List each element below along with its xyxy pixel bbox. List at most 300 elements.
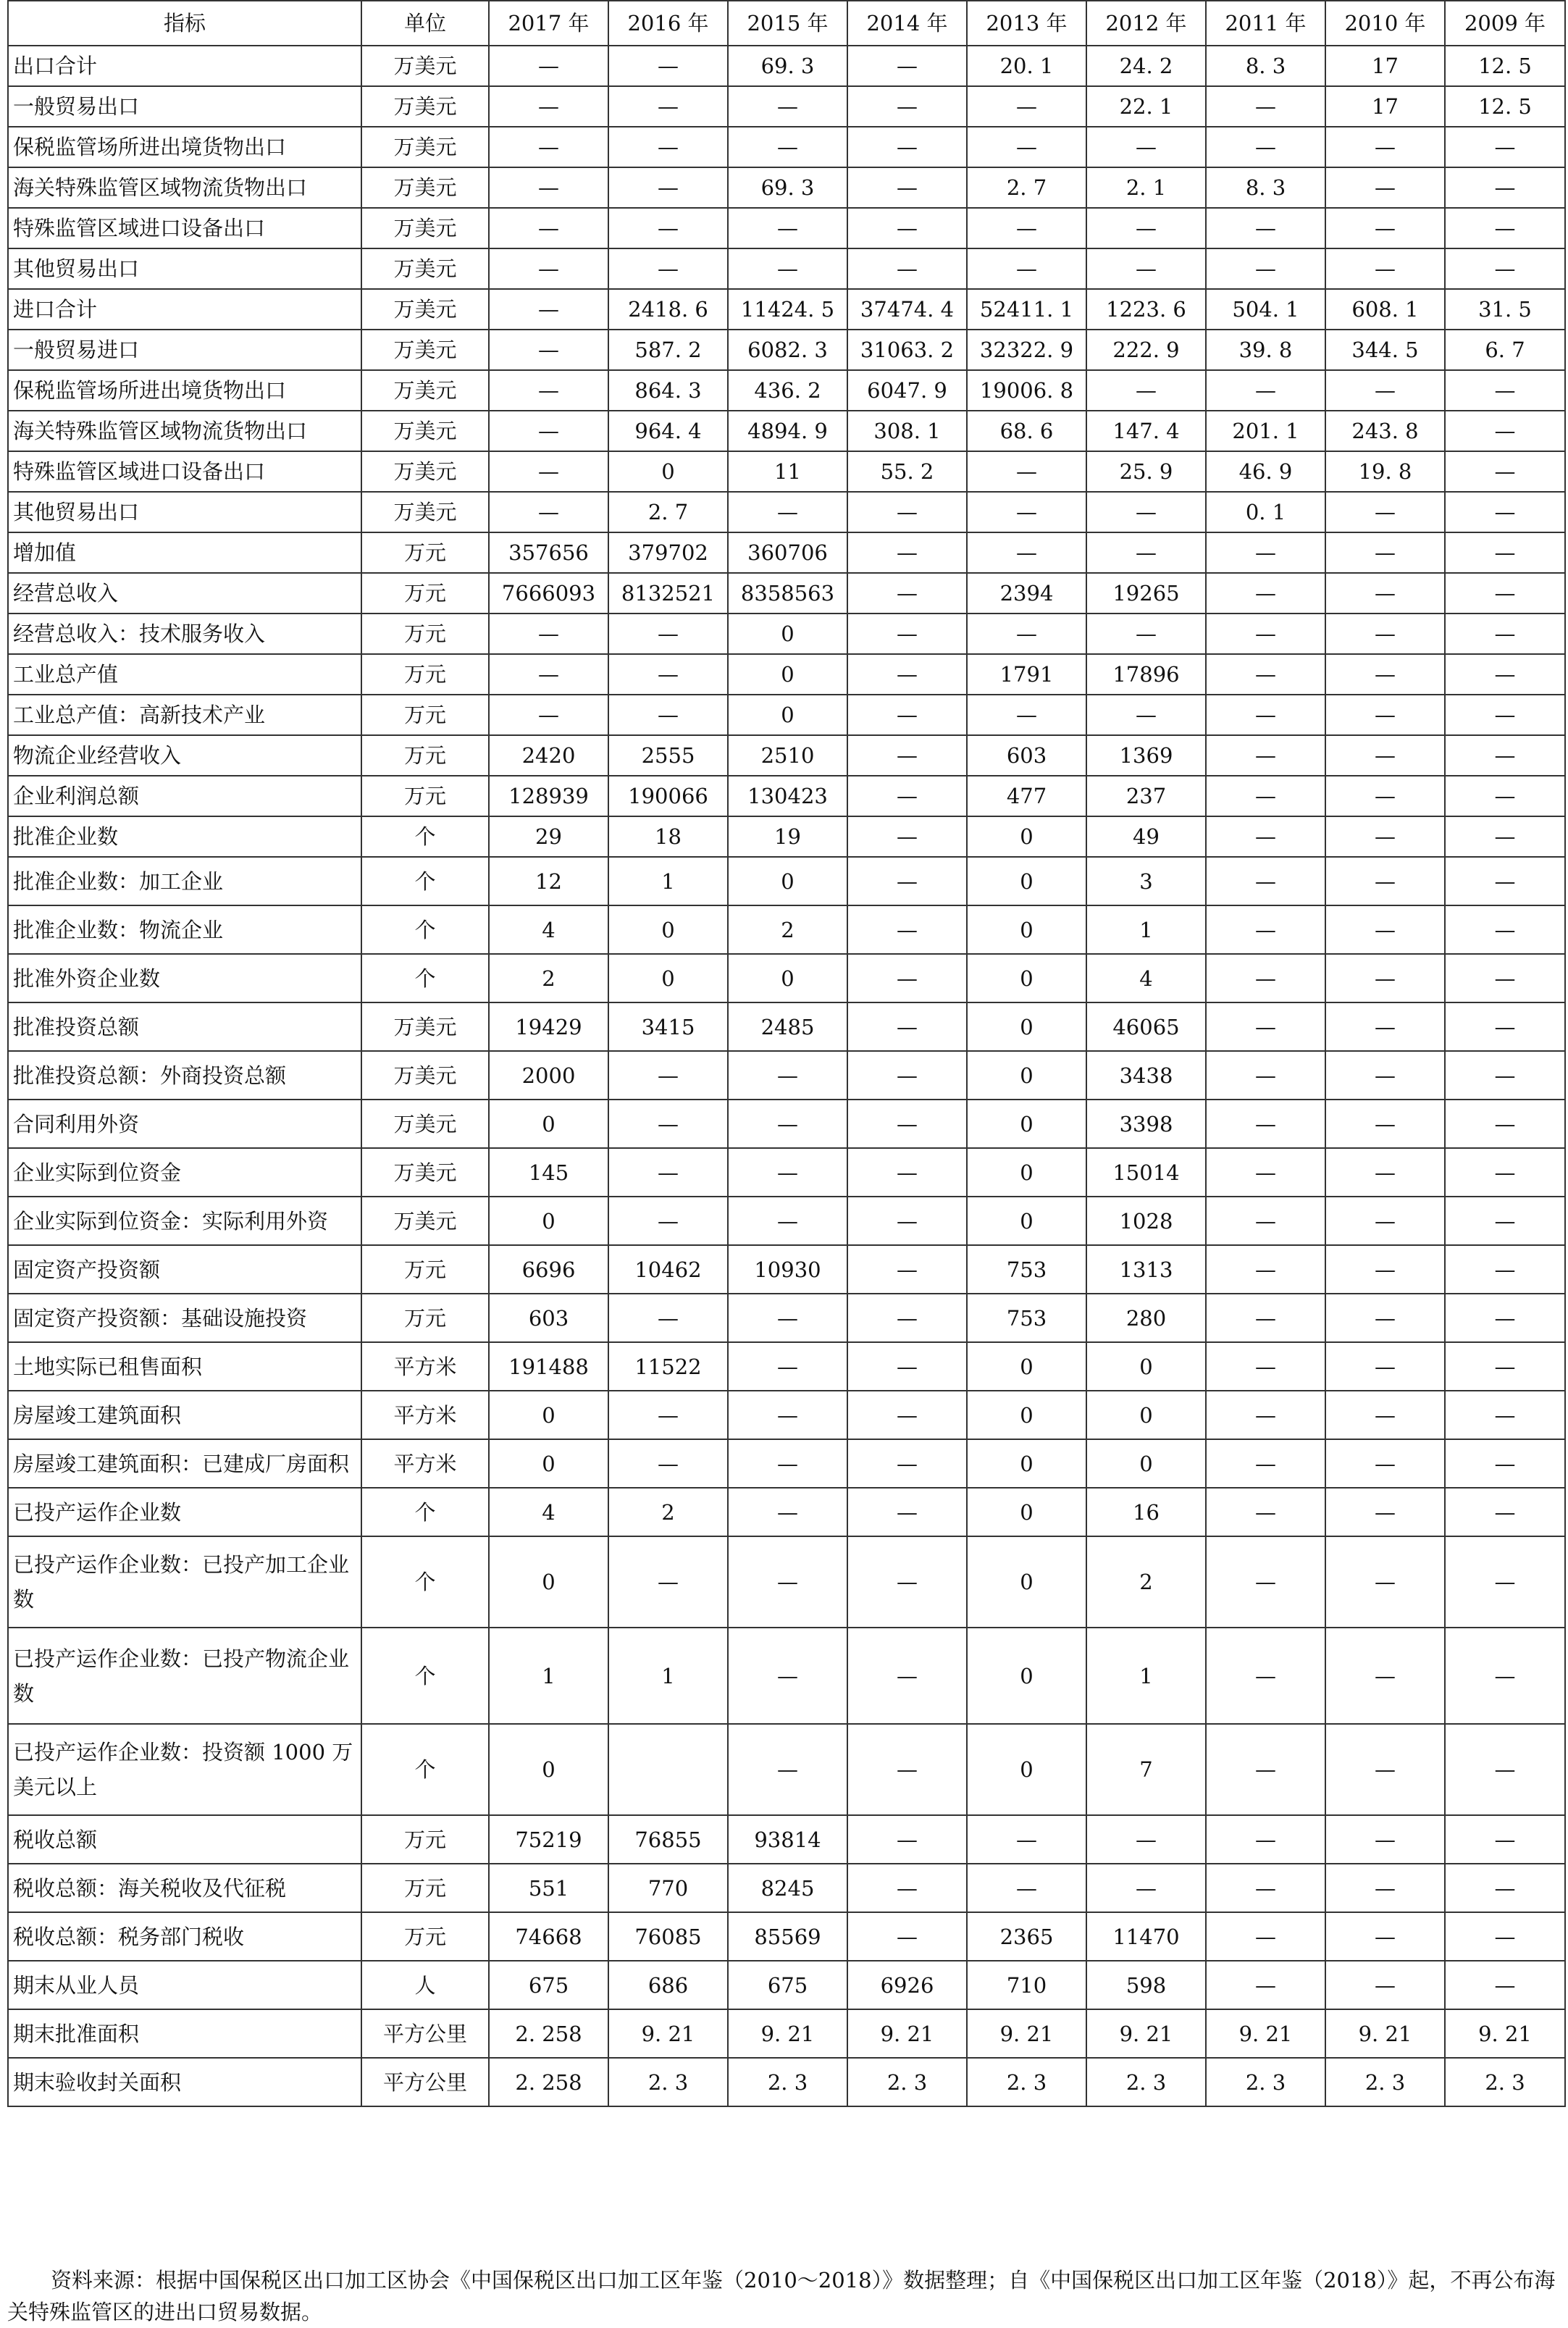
unit-cell: 万元	[361, 614, 489, 654]
data-table	[7, 0, 1566, 2107]
value-cell: —	[1325, 954, 1445, 1002]
value-cell: 15014	[1086, 1148, 1206, 1197]
value-cell: —	[847, 167, 967, 208]
value-cell: 6047. 9	[847, 370, 967, 411]
unit-cell: 万元	[361, 1815, 489, 1864]
value-cell: 2. 258	[489, 2009, 608, 2058]
value-cell: 0	[1086, 1391, 1206, 1439]
value-cell: 2000	[489, 1051, 608, 1100]
value-cell: —	[967, 1864, 1086, 1912]
unit-cell: 平方米	[361, 1342, 489, 1391]
value-cell: 1	[489, 1628, 608, 1724]
value-cell: 19. 8	[1325, 451, 1445, 492]
value-cell: —	[1325, 1536, 1445, 1628]
value-cell: 9. 21	[1086, 2009, 1206, 2058]
value-cell: —	[1206, 614, 1325, 654]
value-cell: 12. 5	[1445, 86, 1565, 127]
value-cell: —	[489, 208, 608, 248]
value-cell: —	[1325, 573, 1445, 614]
table-row	[8, 1245, 1565, 1294]
value-cell: 6926	[847, 1961, 967, 2009]
value-cell: 16	[1086, 1488, 1206, 1536]
value-cell: 3415	[608, 1002, 728, 1051]
table-row	[8, 735, 1565, 776]
value-cell: —	[728, 1536, 847, 1628]
value-cell: —	[608, 654, 728, 695]
value-cell: 0	[967, 1100, 1086, 1148]
table-row	[8, 1197, 1565, 1245]
value-cell: 2	[1086, 1536, 1206, 1628]
value-cell: —	[608, 167, 728, 208]
value-cell: 37474. 4	[847, 289, 967, 330]
value-cell: —	[847, 1100, 967, 1148]
value-cell: 0	[967, 1724, 1086, 1815]
value-cell: 39. 8	[1206, 330, 1325, 370]
value-cell: —	[1086, 532, 1206, 573]
value-cell: 2	[728, 905, 847, 954]
unit-cell: 万美元	[361, 208, 489, 248]
value-cell: 76085	[608, 1912, 728, 1961]
value-cell: —	[847, 1724, 967, 1815]
value-cell: 0	[489, 1439, 608, 1488]
indicator-cell: 特殊监管区域进口设备出口	[8, 451, 361, 492]
value-cell: —	[1445, 905, 1565, 954]
indicator-cell: 批准企业数：加工企业	[8, 857, 361, 905]
value-cell: 12. 5	[1445, 46, 1565, 86]
value-cell: —	[1206, 1051, 1325, 1100]
header-year: 2010 年	[1325, 1, 1445, 46]
table-row	[8, 1912, 1565, 1961]
value-cell: 9. 21	[1206, 2009, 1325, 2058]
value-cell: 0	[967, 1488, 1086, 1536]
value-cell: —	[1206, 1912, 1325, 1961]
value-cell: 2. 3	[728, 2058, 847, 2106]
value-cell: 603	[967, 735, 1086, 776]
table-row	[8, 1628, 1565, 1724]
value-cell: —	[1325, 1051, 1445, 1100]
table-row	[8, 370, 1565, 411]
value-cell: 130423	[728, 776, 847, 816]
value-cell: —	[847, 1815, 967, 1864]
value-cell: 2394	[967, 573, 1086, 614]
value-cell: —	[1206, 1100, 1325, 1148]
unit-cell: 平方米	[361, 1439, 489, 1488]
value-cell: 0	[967, 1628, 1086, 1724]
unit-cell: 平方米	[361, 1391, 489, 1439]
value-cell: —	[489, 248, 608, 289]
header-year: 2017 年	[489, 1, 608, 46]
value-cell: 551	[489, 1864, 608, 1912]
value-cell: —	[489, 330, 608, 370]
table-row	[8, 2009, 1565, 2058]
value-cell: 7	[1086, 1724, 1206, 1815]
table-row	[8, 411, 1565, 451]
value-cell: —	[847, 1245, 967, 1294]
value-cell: —	[1206, 532, 1325, 573]
value-cell: 191488	[489, 1342, 608, 1391]
value-cell: —	[1445, 1391, 1565, 1439]
unit-cell: 平方公里	[361, 2058, 489, 2106]
value-cell: —	[1445, 735, 1565, 776]
value-cell: —	[608, 46, 728, 86]
value-cell: —	[1445, 654, 1565, 695]
indicator-cell: 保税监管场所进出境货物出口	[8, 370, 361, 411]
table-row	[8, 208, 1565, 248]
table-row	[8, 1100, 1565, 1148]
value-cell: 0	[967, 857, 1086, 905]
value-cell: —	[1206, 86, 1325, 127]
value-cell: —	[1086, 614, 1206, 654]
indicator-cell: 批准企业数	[8, 816, 361, 857]
value-cell: —	[608, 208, 728, 248]
table-row	[8, 46, 1565, 86]
value-cell: 4	[1086, 954, 1206, 1002]
value-cell: —	[1206, 1961, 1325, 2009]
indicator-cell: 期末从业人员	[8, 1961, 361, 2009]
value-cell: 9. 21	[967, 2009, 1086, 2058]
value-cell: —	[847, 816, 967, 857]
value-cell: 2. 3	[1206, 2058, 1325, 2106]
value-cell: —	[1445, 1864, 1565, 1912]
value-cell: 0	[489, 1391, 608, 1439]
value-cell: —	[1325, 248, 1445, 289]
value-cell: —	[1206, 573, 1325, 614]
value-cell: —	[728, 1148, 847, 1197]
value-cell: —	[967, 1815, 1086, 1864]
value-cell: —	[1445, 208, 1565, 248]
value-cell: —	[1325, 1342, 1445, 1391]
value-cell: 9. 21	[728, 2009, 847, 2058]
indicator-cell: 税收总额：海关税收及代征税	[8, 1864, 361, 1912]
value-cell: —	[847, 1294, 967, 1342]
value-cell: —	[728, 1488, 847, 1536]
value-cell: 2. 3	[1086, 2058, 1206, 2106]
value-cell: —	[608, 127, 728, 167]
table-row	[8, 1488, 1565, 1536]
value-cell: 0. 1	[1206, 492, 1325, 532]
value-cell: —	[1325, 167, 1445, 208]
value-cell: —	[1325, 1628, 1445, 1724]
value-cell: —	[847, 1002, 967, 1051]
table-row	[8, 248, 1565, 289]
value-cell: 864. 3	[608, 370, 728, 411]
indicator-cell: 税收总额	[8, 1815, 361, 1864]
value-cell: 25. 9	[1086, 451, 1206, 492]
unit-cell: 万美元	[361, 451, 489, 492]
value-cell: —	[847, 127, 967, 167]
value-cell: —	[489, 614, 608, 654]
value-cell: —	[608, 1148, 728, 1197]
unit-cell: 万元	[361, 573, 489, 614]
value-cell: 0	[967, 1002, 1086, 1051]
table-row	[8, 1391, 1565, 1439]
unit-cell: 平方公里	[361, 2009, 489, 2058]
value-cell: 68. 6	[967, 411, 1086, 451]
value-cell: —	[1086, 127, 1206, 167]
value-cell: 0	[728, 857, 847, 905]
value-cell: 436. 2	[728, 370, 847, 411]
value-cell: —	[1206, 1002, 1325, 1051]
indicator-cell: 固定资产投资额：基础设施投资	[8, 1294, 361, 1342]
value-cell: 0	[489, 1197, 608, 1245]
value-cell: 344. 5	[1325, 330, 1445, 370]
value-cell: 29	[489, 816, 608, 857]
value-cell: 2. 3	[847, 2058, 967, 2106]
value-cell: 3438	[1086, 1051, 1206, 1100]
header-year: 2016 年	[608, 1, 728, 46]
value-cell: —	[1445, 1100, 1565, 1148]
value-cell: 1028	[1086, 1197, 1206, 1245]
value-cell: —	[1086, 370, 1206, 411]
value-cell: —	[1206, 1724, 1325, 1815]
value-cell: —	[1206, 1628, 1325, 1724]
value-cell: 1791	[967, 654, 1086, 695]
value-cell: 3398	[1086, 1100, 1206, 1148]
value-cell: —	[489, 411, 608, 451]
value-cell: —	[847, 695, 967, 735]
value-cell: 2. 1	[1086, 167, 1206, 208]
value-cell: 190066	[608, 776, 728, 816]
value-cell: —	[1325, 776, 1445, 816]
unit-cell: 人	[361, 1961, 489, 2009]
value-cell: 0	[608, 905, 728, 954]
value-cell: 2418. 6	[608, 289, 728, 330]
value-cell: 0	[1086, 1342, 1206, 1391]
header-year: 2012 年	[1086, 1, 1206, 46]
value-cell: 20. 1	[967, 46, 1086, 86]
unit-cell: 万美元	[361, 1002, 489, 1051]
value-cell: —	[1325, 1815, 1445, 1864]
unit-cell: 个	[361, 905, 489, 954]
unit-cell: 万美元	[361, 167, 489, 208]
unit-cell: 个	[361, 954, 489, 1002]
table-row	[8, 1002, 1565, 1051]
value-cell: 10930	[728, 1245, 847, 1294]
unit-cell: 万美元	[361, 86, 489, 127]
value-cell: —	[967, 614, 1086, 654]
value-cell: 1	[608, 1628, 728, 1724]
value-cell: 24. 2	[1086, 46, 1206, 86]
value-cell: 2555	[608, 735, 728, 776]
indicator-cell: 经营总收入：技术服务收入	[8, 614, 361, 654]
value-cell: 8245	[728, 1864, 847, 1912]
header-year: 2015 年	[728, 1, 847, 46]
unit-cell: 万美元	[361, 1197, 489, 1245]
value-cell: —	[847, 573, 967, 614]
value-cell: 11	[728, 451, 847, 492]
value-cell: 0	[728, 954, 847, 1002]
value-cell: 69. 3	[728, 167, 847, 208]
value-cell: —	[847, 1912, 967, 1961]
unit-cell: 万美元	[361, 411, 489, 451]
value-cell: 2. 7	[967, 167, 1086, 208]
table-row	[8, 1051, 1565, 1100]
value-cell: 222. 9	[1086, 330, 1206, 370]
value-cell: —	[728, 86, 847, 127]
table-row	[8, 1148, 1565, 1197]
value-cell: 0	[608, 954, 728, 1002]
indicator-cell: 期末批准面积	[8, 2009, 361, 2058]
value-cell: 11522	[608, 1342, 728, 1391]
value-cell: —	[847, 532, 967, 573]
table-row	[8, 451, 1565, 492]
value-cell: —	[1206, 1391, 1325, 1439]
value-cell: 2. 3	[1445, 2058, 1565, 2106]
value-cell: 4	[489, 905, 608, 954]
table-row	[8, 1536, 1565, 1628]
value-cell: —	[1445, 1294, 1565, 1342]
table-row	[8, 573, 1565, 614]
unit-cell: 个	[361, 1724, 489, 1815]
value-cell: —	[967, 492, 1086, 532]
value-cell: 8358563	[728, 573, 847, 614]
table-row	[8, 954, 1565, 1002]
value-cell: —	[1325, 1439, 1445, 1488]
value-cell: 608. 1	[1325, 289, 1445, 330]
value-cell: —	[1206, 1342, 1325, 1391]
value-cell: —	[847, 1197, 967, 1245]
indicator-cell: 批准投资总额：外商投资总额	[8, 1051, 361, 1100]
value-cell: 9. 21	[1445, 2009, 1565, 2058]
header-year: 2011 年	[1206, 1, 1325, 46]
value-cell: —	[1206, 857, 1325, 905]
value-cell: —	[1445, 248, 1565, 289]
value-cell: —	[1325, 1961, 1445, 2009]
value-cell: 2	[608, 1488, 728, 1536]
unit-cell: 个	[361, 857, 489, 905]
unit-cell: 个	[361, 1488, 489, 1536]
table-row	[8, 905, 1565, 954]
indicator-cell: 已投产运作企业数：已投产物流企业数	[8, 1628, 361, 1724]
value-cell: —	[1206, 695, 1325, 735]
value-cell: —	[847, 1439, 967, 1488]
indicator-cell: 批准投资总额	[8, 1002, 361, 1051]
value-cell: —	[608, 695, 728, 735]
value-cell: 19	[728, 816, 847, 857]
value-cell: 0	[967, 1197, 1086, 1245]
value-cell: 75219	[489, 1815, 608, 1864]
table-row	[8, 1342, 1565, 1391]
indicator-cell: 工业总产值	[8, 654, 361, 695]
value-cell: —	[1445, 492, 1565, 532]
value-cell: 243. 8	[1325, 411, 1445, 451]
value-cell: 280	[1086, 1294, 1206, 1342]
value-cell: —	[728, 1197, 847, 1245]
value-cell: —	[1325, 127, 1445, 167]
value-cell: 710	[967, 1961, 1086, 2009]
indicator-cell: 税收总额：税务部门税收	[8, 1912, 361, 1961]
value-cell: 128939	[489, 776, 608, 816]
value-cell: 753	[967, 1294, 1086, 1342]
value-cell: 11470	[1086, 1912, 1206, 1961]
value-cell: 603	[489, 1294, 608, 1342]
value-cell: —	[728, 1628, 847, 1724]
value-cell: 1369	[1086, 735, 1206, 776]
value-cell: 1313	[1086, 1245, 1206, 1294]
indicator-cell: 房屋竣工建筑面积：已建成厂房面积	[8, 1439, 361, 1488]
header-indicator: 指标	[8, 1, 361, 46]
value-cell: —	[728, 1100, 847, 1148]
value-cell: —	[1325, 1391, 1445, 1439]
value-cell: —	[847, 86, 967, 127]
indicator-cell: 其他贸易出口	[8, 492, 361, 532]
unit-cell: 个	[361, 1628, 489, 1724]
value-cell: —	[1445, 573, 1565, 614]
indicator-cell: 物流企业经营收入	[8, 735, 361, 776]
table-row	[8, 289, 1565, 330]
value-cell: 6082. 3	[728, 330, 847, 370]
indicator-cell: 增加值	[8, 532, 361, 573]
value-cell: —	[608, 1439, 728, 1488]
value-cell: 9. 21	[608, 2009, 728, 2058]
value-cell: —	[728, 1294, 847, 1342]
value-cell: —	[1445, 816, 1565, 857]
value-cell: —	[1325, 654, 1445, 695]
value-cell: 31063. 2	[847, 330, 967, 370]
value-cell: —	[489, 695, 608, 735]
table-row	[8, 1294, 1565, 1342]
value-cell: 4	[489, 1488, 608, 1536]
value-cell: 753	[967, 1245, 1086, 1294]
value-cell: —	[608, 86, 728, 127]
table-row	[8, 695, 1565, 735]
unit-cell: 万元	[361, 654, 489, 695]
indicator-cell: 已投产运作企业数	[8, 1488, 361, 1536]
value-cell	[608, 1724, 728, 1815]
value-cell: —	[728, 1051, 847, 1100]
unit-cell: 万元	[361, 1912, 489, 1961]
value-cell: 308. 1	[847, 411, 967, 451]
indicator-cell: 出口合计	[8, 46, 361, 86]
value-cell: —	[847, 776, 967, 816]
indicator-cell: 海关特殊监管区域物流货物出口	[8, 167, 361, 208]
value-cell: —	[1325, 532, 1445, 573]
value-cell: 49	[1086, 816, 1206, 857]
indicator-cell: 企业利润总额	[8, 776, 361, 816]
value-cell: 46065	[1086, 1002, 1206, 1051]
value-cell: —	[1325, 1100, 1445, 1148]
table-row	[8, 492, 1565, 532]
value-cell: —	[1445, 1536, 1565, 1628]
value-cell: —	[847, 1628, 967, 1724]
value-cell: —	[1325, 816, 1445, 857]
value-cell: 12	[489, 857, 608, 905]
value-cell: —	[489, 46, 608, 86]
value-cell: —	[847, 735, 967, 776]
value-cell: 6. 7	[1445, 330, 1565, 370]
value-cell: —	[1445, 1051, 1565, 1100]
value-cell: 2365	[967, 1912, 1086, 1961]
value-cell: 379702	[608, 532, 728, 573]
value-cell: 0	[967, 1439, 1086, 1488]
value-cell: —	[728, 127, 847, 167]
unit-cell: 个	[361, 816, 489, 857]
value-cell: —	[1445, 954, 1565, 1002]
value-cell: —	[1206, 248, 1325, 289]
value-cell: —	[847, 905, 967, 954]
value-cell: —	[1325, 695, 1445, 735]
table-body	[8, 46, 1565, 2106]
indicator-cell: 工业总产值：高新技术产业	[8, 695, 361, 735]
value-cell: —	[847, 1148, 967, 1197]
table-row	[8, 816, 1565, 857]
value-cell: —	[1445, 614, 1565, 654]
value-cell: 1	[1086, 1628, 1206, 1724]
value-cell: —	[1206, 776, 1325, 816]
header-year: 2014 年	[847, 1, 967, 46]
value-cell: 2. 3	[1325, 2058, 1445, 2106]
value-cell: —	[608, 1100, 728, 1148]
